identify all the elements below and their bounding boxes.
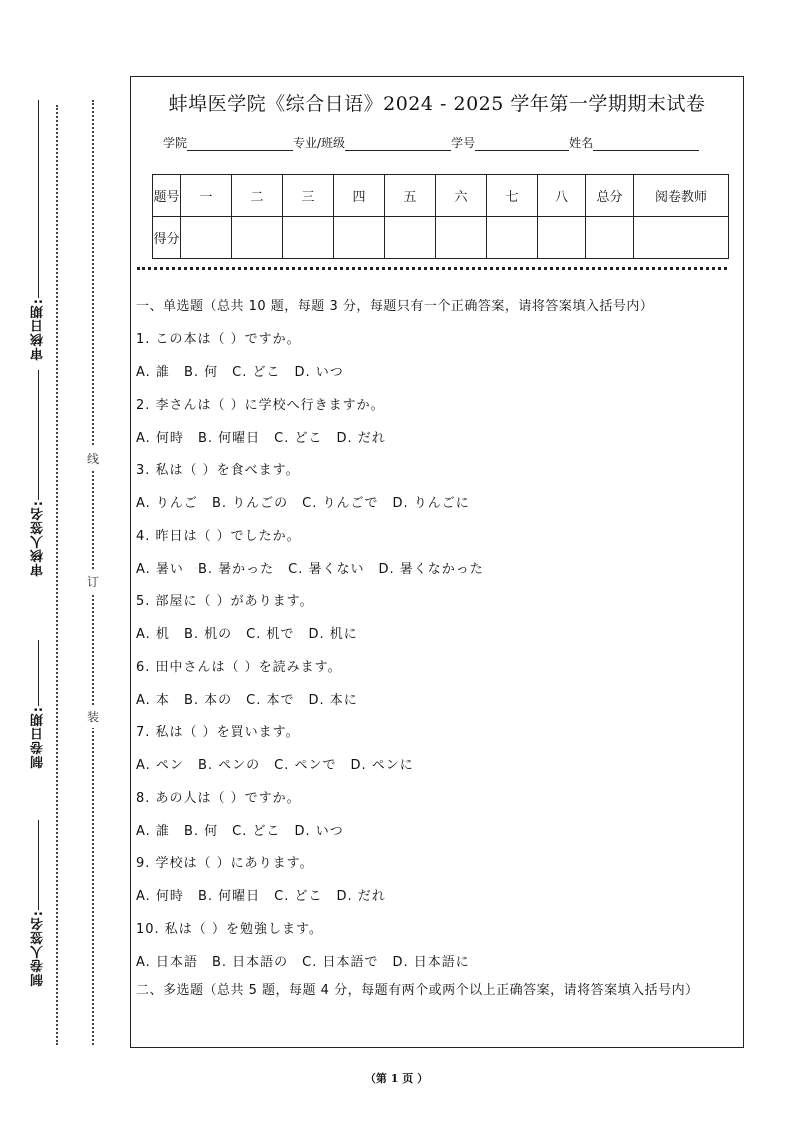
score-cell[interactable] bbox=[586, 217, 634, 259]
review-date-label: 审核日期: bbox=[30, 100, 46, 360]
question-text: 3. 私は（ ）を食べます。 bbox=[136, 463, 300, 478]
question-options bbox=[136, 689, 372, 708]
option-b[interactable]: B. 暑かった bbox=[197, 561, 275, 577]
question-text: 7. 私は（ ）を買います。 bbox=[136, 725, 300, 740]
header-cell: 七 bbox=[487, 175, 538, 217]
option-a[interactable]: A. 日本語 bbox=[136, 954, 198, 970]
option-d[interactable]: D. いつ bbox=[294, 823, 344, 839]
question-text: 5. 部屋に（ ）があります。 bbox=[136, 594, 314, 609]
header-cell: 题号 bbox=[153, 175, 181, 217]
question-text: 6. 田中さんは（ ）を読みます。 bbox=[136, 659, 342, 675]
option-a[interactable]: A. ペン bbox=[136, 758, 184, 773]
reviewer-signature-label: 审核人签名: bbox=[30, 370, 46, 576]
option-b[interactable]: B. 何曜日 bbox=[197, 889, 261, 904]
score-cell[interactable] bbox=[385, 217, 436, 259]
option-a[interactable]: A. 暑い bbox=[136, 561, 184, 577]
question-options bbox=[136, 820, 358, 839]
score-cell[interactable] bbox=[232, 217, 283, 259]
binding-char-bind: 订 bbox=[86, 570, 100, 593]
question-options bbox=[136, 492, 484, 511]
option-c[interactable]: C. 暑くない bbox=[288, 561, 365, 577]
option-a[interactable]: A. りんご bbox=[136, 496, 198, 511]
option-d[interactable]: D. だれ bbox=[336, 430, 386, 446]
option-d[interactable]: D. 机に bbox=[308, 627, 358, 642]
exam-paper-box bbox=[130, 76, 744, 1048]
question-options bbox=[136, 754, 428, 773]
binding-char-mount: 装 bbox=[86, 705, 100, 728]
header-cell: 二 bbox=[232, 175, 283, 217]
score-cell[interactable] bbox=[634, 217, 729, 259]
question-options bbox=[136, 623, 372, 642]
option-c[interactable]: C. どこ bbox=[274, 430, 323, 446]
header-cell: 四 bbox=[334, 175, 385, 217]
question-text: 10. 私は（ ）を勉強します。 bbox=[136, 921, 323, 937]
question-text: 2. 李さんは（ ）に学校へ行きますか。 bbox=[136, 397, 385, 413]
exam-title: 蚌埠医学院《综合日语》2024 - 2025 学年第一学期期末试卷 bbox=[168, 93, 706, 115]
option-c[interactable]: C. 机で bbox=[246, 627, 295, 642]
option-c[interactable]: C. どこ bbox=[232, 365, 281, 380]
header-cell: 三 bbox=[283, 175, 334, 217]
major-class-label: 专业/班级 bbox=[293, 136, 346, 150]
school-field[interactable] bbox=[187, 138, 293, 151]
compile-date-label: 制卷日期: bbox=[30, 640, 46, 768]
option-a[interactable]: A. 本 bbox=[136, 692, 170, 708]
question-text: 4. 昨日は（ ）でしたか。 bbox=[136, 528, 301, 544]
dotted-separator bbox=[137, 267, 727, 270]
option-d[interactable]: D. 本に bbox=[308, 692, 358, 708]
section2-heading: 二、多选题（总共 5 题，每题 4 分，每题有两个或两个以上正确答案，请将答案填入括号内） bbox=[136, 983, 699, 998]
header-cell: 五 bbox=[385, 175, 436, 217]
option-a[interactable]: A. 何時 bbox=[136, 430, 184, 446]
option-d[interactable]: D. りんごに bbox=[392, 496, 470, 511]
score-cell[interactable] bbox=[181, 217, 232, 259]
score-row-label: 得分 bbox=[153, 217, 181, 259]
score-table bbox=[152, 174, 729, 259]
score-cell[interactable] bbox=[436, 217, 487, 259]
student-info-row bbox=[163, 134, 699, 151]
option-b[interactable]: B. 日本語の bbox=[211, 954, 289, 970]
name-label: 姓名 bbox=[569, 136, 594, 150]
option-a[interactable]: A. 誰 bbox=[136, 365, 170, 380]
option-c[interactable]: C. ペンで bbox=[274, 758, 337, 773]
option-a[interactable]: A. 机 bbox=[136, 627, 170, 642]
option-c[interactable]: C. りんごで bbox=[302, 496, 379, 511]
binding-char-line: 线 bbox=[86, 447, 100, 470]
option-b[interactable]: B. 何 bbox=[183, 365, 219, 380]
question-options bbox=[136, 558, 498, 577]
question-options bbox=[136, 427, 400, 446]
section1-heading: 一、单选题（总共 10 题，每题 3 分，每题只有一个正确答案，请将答案填入括号内） bbox=[136, 299, 654, 314]
header-cell: 六 bbox=[436, 175, 487, 217]
option-d[interactable]: D. いつ bbox=[294, 365, 344, 380]
inner-dotted-line bbox=[56, 105, 58, 1045]
question-text: 9. 学校は（ ）にあります。 bbox=[136, 856, 314, 871]
option-b[interactable]: B. 何曜日 bbox=[197, 430, 261, 446]
student-id-field[interactable] bbox=[475, 138, 569, 151]
option-c[interactable]: C. 日本語で bbox=[302, 954, 379, 970]
option-b[interactable]: B. りんごの bbox=[211, 496, 289, 511]
question-text: 8. あの人は（ ）ですか。 bbox=[136, 790, 301, 806]
option-d[interactable]: D. ペンに bbox=[350, 758, 414, 773]
score-cell[interactable] bbox=[334, 217, 385, 259]
option-b[interactable]: B. 机の bbox=[183, 627, 233, 642]
student-id-label: 学号 bbox=[451, 136, 476, 150]
score-cell[interactable] bbox=[487, 217, 538, 259]
score-cell[interactable] bbox=[283, 217, 334, 259]
option-d[interactable]: D. 日本語に bbox=[392, 954, 470, 970]
header-cell: 阅卷教师 bbox=[634, 175, 729, 217]
compiler-signature-label: 制卷人签名: bbox=[30, 820, 46, 986]
header-cell: 总分 bbox=[586, 175, 634, 217]
option-a[interactable]: A. 何時 bbox=[136, 889, 184, 904]
question-options bbox=[136, 951, 484, 970]
option-b[interactable]: B. 本の bbox=[183, 692, 233, 708]
page-number: （第 1 页 ） bbox=[364, 1072, 429, 1085]
question-text: 1. この本は（ ）ですか。 bbox=[136, 332, 301, 347]
option-b[interactable]: B. 何 bbox=[183, 823, 219, 839]
score-cell[interactable] bbox=[538, 217, 586, 259]
header-cell: 一 bbox=[181, 175, 232, 217]
option-d[interactable]: D. 暑くなかった bbox=[378, 561, 484, 577]
option-c[interactable]: C. どこ bbox=[232, 823, 281, 839]
option-c[interactable]: C. 本で bbox=[246, 692, 295, 708]
name-field[interactable] bbox=[593, 138, 699, 151]
option-d[interactable]: D. だれ bbox=[336, 889, 386, 904]
major-class-field[interactable] bbox=[345, 138, 451, 151]
option-b[interactable]: B. ペンの bbox=[197, 758, 261, 773]
question-options bbox=[136, 885, 400, 904]
option-c[interactable]: C. どこ bbox=[274, 889, 323, 904]
option-a[interactable]: A. 誰 bbox=[136, 823, 170, 839]
school-label: 学院 bbox=[163, 136, 188, 150]
header-cell: 八 bbox=[538, 175, 586, 217]
question-options bbox=[136, 361, 358, 380]
